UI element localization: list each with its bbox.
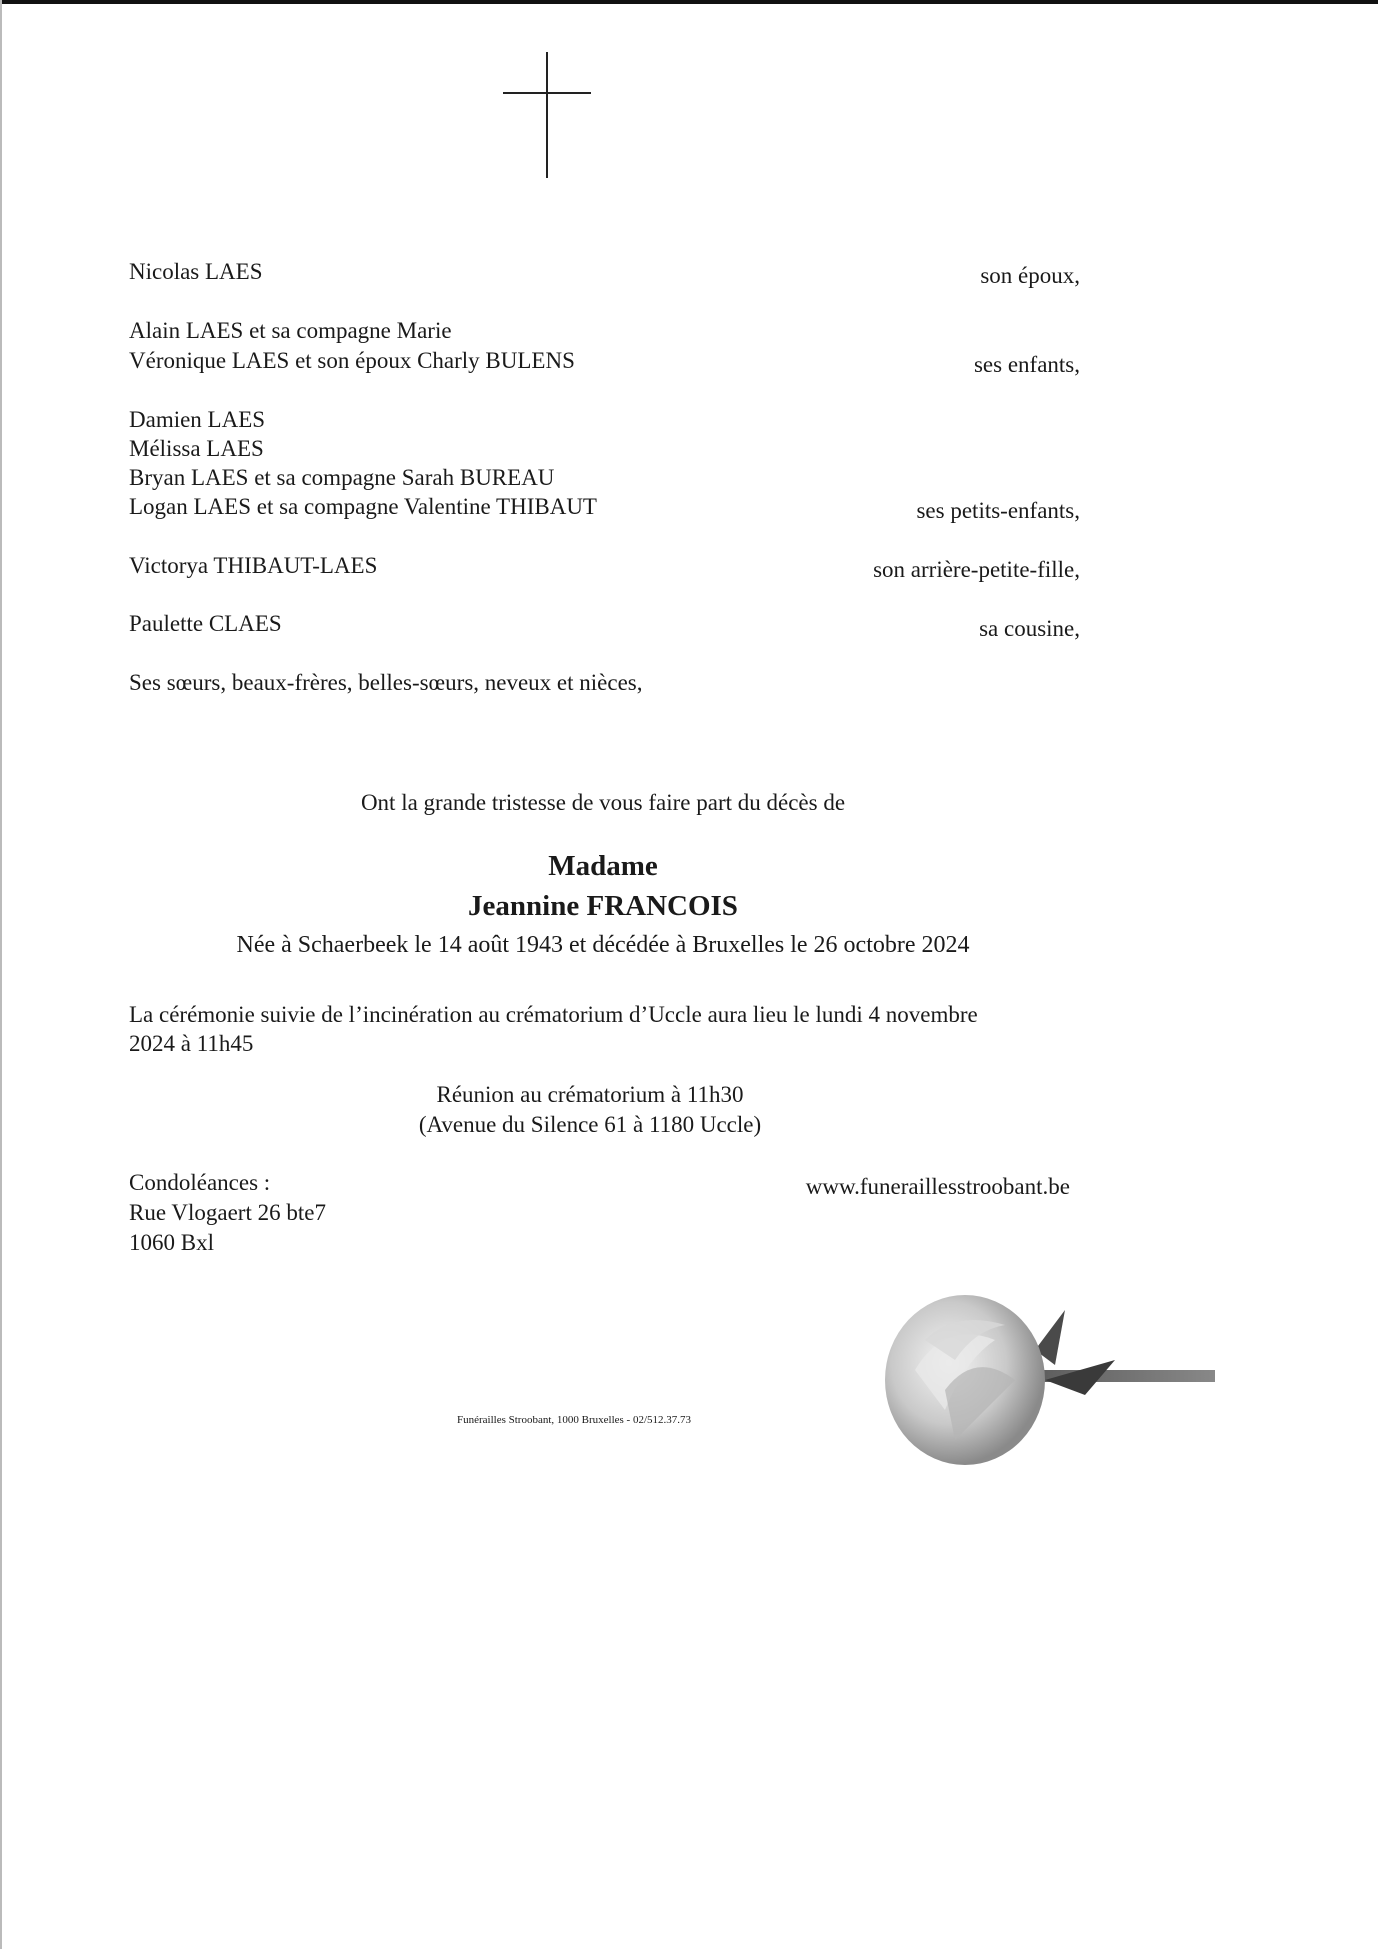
condolences-label: Condoléances : (129, 1170, 271, 1195)
family-relation: son arrière-petite-fille, (873, 557, 1080, 582)
rose-image (885, 1270, 1215, 1480)
family-name: Mélissa LAES (129, 436, 264, 461)
website-link[interactable]: www.funeraillesstroobant.be (805, 1174, 1070, 1199)
family-relation: ses enfants, (973, 352, 1080, 377)
scan-edge-left (0, 0, 2, 1949)
family-relation: sa cousine, (979, 616, 1080, 641)
family-name: Bryan LAES et sa compagne Sarah BUREAU (129, 465, 555, 490)
family-relation: son époux, (980, 263, 1080, 288)
scan-edge-top (0, 0, 1378, 4)
ceremony-line: La cérémonie suivie de l’incinération au crématorium d’Uccle aura lieu le lundi 4 novembre (129, 1002, 978, 1027)
condolences-street: Rue Vlogaert 26 bte7 (129, 1200, 326, 1225)
family-name: Paulette CLAES (129, 611, 282, 636)
extended-family: Ses sœurs, beaux-frères, belles-sœurs, neveux et nièces, (129, 670, 643, 695)
condolences-city: 1060 Bxl (129, 1230, 214, 1255)
footer-imprint: Funérailles Stroobant, 1000 Bruxelles - 02/512.37.73 (457, 1414, 692, 1426)
deceased-title: Madame (548, 850, 658, 882)
family-name: Alain LAES et sa compagne Marie (129, 318, 452, 343)
family-name: Nicolas LAES (129, 259, 263, 284)
cross-vertical (546, 52, 548, 178)
meeting-line: Réunion au crématorium à 11h30 (436, 1082, 744, 1107)
family-name: Damien LAES (129, 407, 266, 432)
deceased-dates: Née à Schaerbeek le 14 août 1943 et décédée à Bruxelles le 26 octobre 2024 (236, 932, 970, 958)
announcement: Ont la grande tristesse de vous faire part du décès de (360, 790, 846, 815)
cross-horizontal (503, 92, 591, 94)
family-name: Véronique LAES et son époux Charly BULENS (129, 348, 575, 373)
deceased-name: Jeannine FRANCOIS (468, 890, 738, 922)
family-name: Logan LAES et sa compagne Valentine THIBAUT (129, 494, 597, 519)
ceremony-line: 2024 à 11h45 (129, 1031, 254, 1056)
meeting-line: (Avenue du Silence 61 à 1180 Uccle) (418, 1112, 762, 1137)
family-name: Victorya THIBAUT-LAES (129, 553, 378, 578)
family-relation: ses petits-enfants, (916, 498, 1080, 523)
